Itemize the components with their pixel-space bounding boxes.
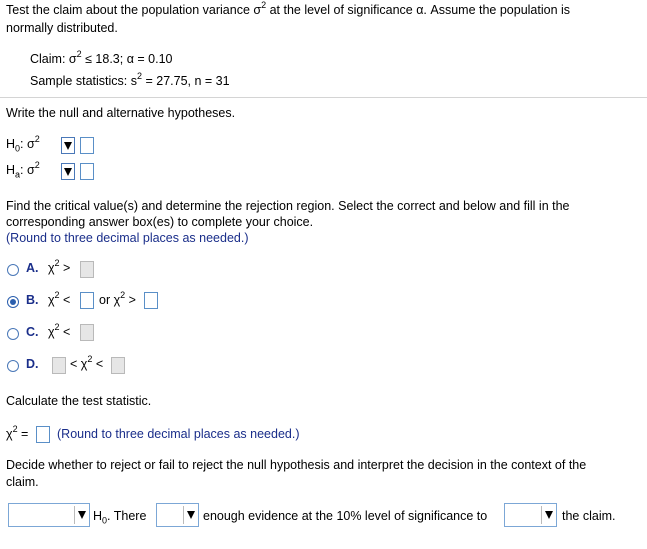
reject-decision-dropdown[interactable]	[8, 503, 90, 527]
superscript: 2	[120, 289, 126, 300]
option-letter: C.	[26, 325, 39, 339]
option-d-letter: D.	[26, 357, 39, 371]
subscript: 0	[15, 143, 21, 154]
hypotheses-prompt: Write the null and alternative hypotheses.	[6, 106, 236, 120]
decision-h0-text	[93, 509, 147, 526]
test-stat-label	[6, 423, 29, 441]
subscript: a	[15, 169, 21, 180]
option-a-radio[interactable]	[7, 264, 19, 276]
dropdown-arrow-icon	[64, 168, 72, 176]
ha-label	[6, 159, 40, 180]
critical-prompt-line1: Find the critical value(s) and determine the rejection region. Select the correct and below and fill in the	[6, 199, 570, 213]
option-letter: A.	[26, 261, 39, 275]
option-b-radio[interactable]	[7, 296, 19, 308]
chi-symbol: χ	[47, 261, 55, 275]
divider	[0, 97, 647, 98]
dropdown-arrow-icon	[64, 142, 72, 150]
intro-text: Test the claim about the population variance σ	[6, 3, 262, 17]
option-a-input[interactable]	[80, 261, 94, 278]
h-letter: H	[93, 509, 103, 523]
option-b-upper-input[interactable]	[144, 292, 158, 309]
option-b-lower-input[interactable]	[80, 292, 94, 309]
operator: >	[125, 293, 136, 307]
option-d-lower-input[interactable]	[52, 357, 66, 374]
superscript: 2	[87, 353, 93, 364]
test-stat-rounding-note: (Round to three decimal places as needed.)	[57, 427, 300, 441]
critical-rounding-note: (Round to three decimal places as needed.)	[6, 231, 249, 245]
h-letter: H	[6, 163, 16, 177]
claim-action-dropdown[interactable]	[504, 503, 557, 527]
option-d-upper-input[interactable]	[111, 357, 125, 374]
superscript: 2	[54, 321, 60, 332]
claim-values: ≤ 18.3; α = 0.10	[81, 52, 173, 66]
option-c-input[interactable]	[80, 324, 94, 341]
dropdown-separator	[541, 506, 542, 524]
sample-values: = 27.75, n = 31	[142, 74, 230, 88]
chi-symbol: χ	[6, 427, 13, 441]
superscript: 2	[261, 0, 267, 10]
dropdown-arrow-icon	[78, 511, 86, 519]
option-d-radio[interactable]	[7, 360, 19, 372]
superscript: 2	[136, 70, 142, 81]
intro-line2: normally distributed.	[6, 21, 118, 35]
superscript: 2	[34, 133, 40, 144]
ha-value-input[interactable]	[80, 163, 94, 180]
chi-symbol: < χ	[70, 357, 88, 371]
intro-text-cont: at the level of significance α. Assume the population is	[266, 3, 571, 17]
operator: <	[59, 325, 71, 339]
equals: =	[17, 427, 29, 441]
superscript: 2	[54, 289, 60, 300]
h0-label	[6, 133, 40, 154]
option-b-or	[99, 289, 136, 307]
option-c-radio[interactable]	[7, 328, 19, 340]
superscript: 2	[34, 159, 40, 170]
sample-label: Sample statistics: s	[30, 74, 137, 88]
evidence-text: enough evidence at the 10% level of significance to	[203, 509, 488, 523]
test-stat-input[interactable]	[36, 426, 50, 443]
or-text: or χ	[99, 293, 121, 307]
option-letter: B.	[26, 293, 39, 307]
dropdown-separator	[74, 506, 75, 524]
test-stat-prompt: Calculate the test statistic.	[6, 394, 152, 408]
option-c	[26, 321, 71, 339]
dropdown-arrow-icon	[545, 511, 553, 519]
sigma-text: : σ	[20, 137, 35, 151]
decision-prompt-line2: claim.	[6, 475, 39, 489]
decision-prompt-line1: Decide whether to reject or fail to reject the null hypothesis and interpret the decision in the context of the	[6, 458, 587, 472]
sigma-text: : σ	[20, 163, 35, 177]
option-a	[26, 257, 71, 275]
superscript: 2	[54, 257, 60, 268]
option-d-chi	[70, 353, 104, 371]
operator: <	[59, 293, 71, 307]
chi-symbol: χ	[47, 325, 55, 339]
h-letter: H	[6, 137, 16, 151]
sample-statistics	[30, 70, 230, 88]
problem-statement	[6, 0, 571, 17]
ha-operator-dropdown[interactable]	[61, 163, 75, 180]
claim-end-text: the claim.	[562, 509, 616, 523]
subscript: 0	[102, 515, 108, 526]
dropdown-arrow-icon	[187, 511, 195, 519]
superscript: 2	[12, 423, 18, 434]
there-text: . There	[107, 509, 147, 523]
superscript: 2	[76, 48, 82, 59]
claim-text	[30, 48, 173, 66]
operator: <	[92, 357, 104, 371]
operator: >	[59, 261, 71, 275]
h0-operator-dropdown[interactable]	[61, 137, 75, 154]
chi-symbol: χ	[47, 293, 55, 307]
evidence-dropdown[interactable]	[156, 503, 199, 527]
h0-value-input[interactable]	[80, 137, 94, 154]
dropdown-separator	[183, 506, 184, 524]
claim-label: Claim: σ	[30, 52, 77, 66]
option-b	[26, 289, 71, 307]
critical-prompt-line2: corresponding answer box(es) to complete your choice.	[6, 215, 314, 229]
